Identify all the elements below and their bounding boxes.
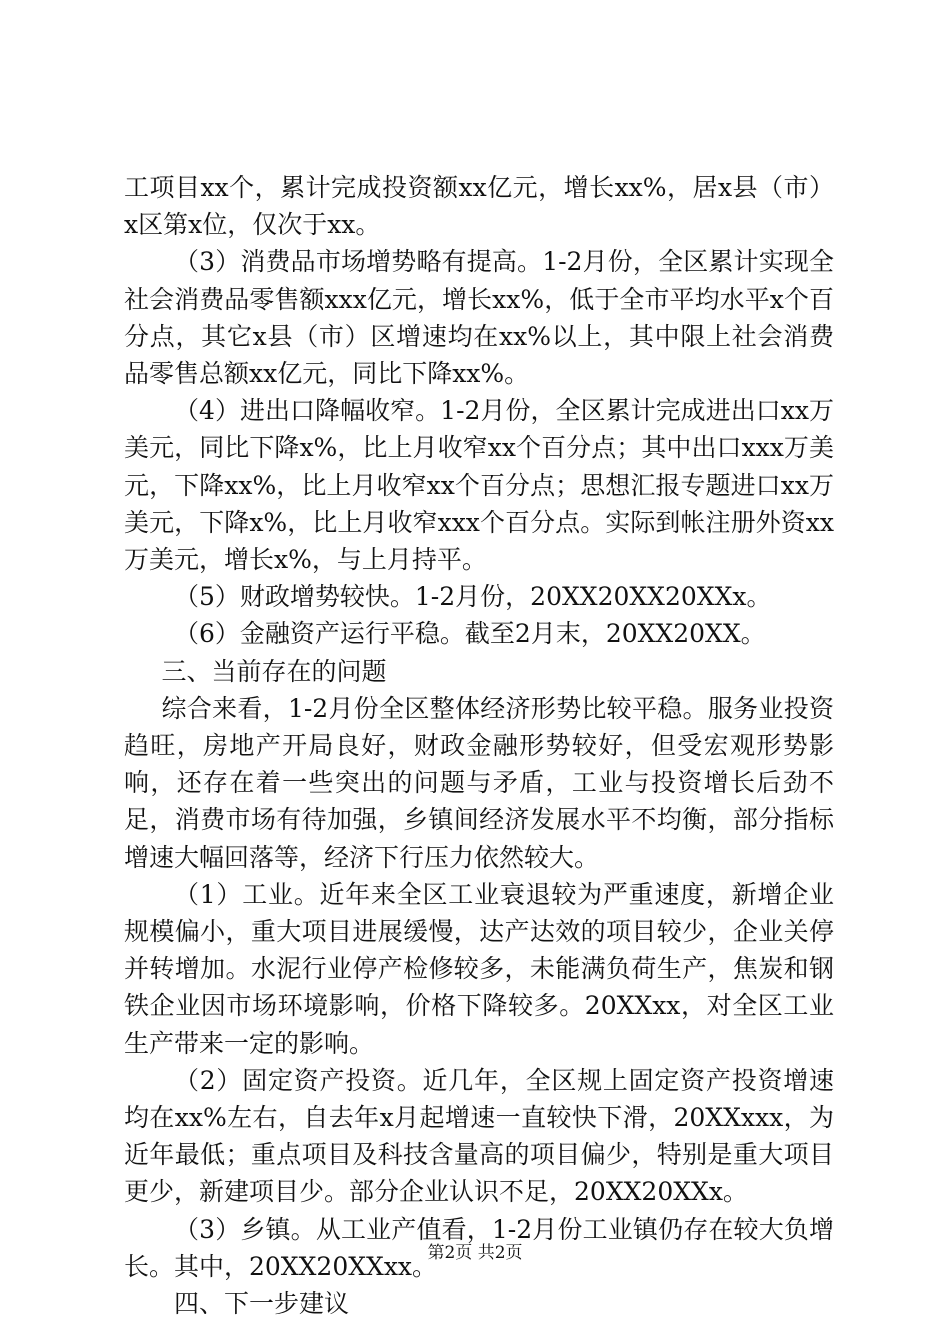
paragraph-industry: （1）工业。近年来全区工业衰退较为严重速度，新增企业规模偏小，重大项目进展缓慢，达产达效的项目较少，企业关停并转增加。水泥行业停产检修较多，未能满负荷生产，焦炭和钢铁企业因市场环境影响，价格下降较多。20XXxx，对全区工业生产带来一定的影响。 xyxy=(124,879,834,1058)
paragraph-finance: （5）财政增势较快。1-2月份，20XX20XX20XXx。 xyxy=(174,582,772,612)
paragraph-fixed-assets: （2）固定资产投资。近几年，全区规上固定资产投资增速均在xx%左右，自去年x月起增速一直较快下滑，20XXxxx，为近年最低；重点项目及科技含量高的项目偏少，特别是重大项目更少，新建项目少。部分企业认识不足，20XX20XXx。 xyxy=(124,1065,834,1207)
paragraph-investment-continued: 工项目xx个，累计完成投资额xx亿元，增长xx%，居x县（市）x区第x位，仅次于xx。 xyxy=(124,173,834,240)
paragraph-overview: 综合来看，1-2月份全区整体经济形势比较平稳。服务业投资趋旺，房地产开局良好，财政金融形势较好，但受宏观形势影响，还存在着一些突出的问题与矛盾，工业与投资增长后劲不足，消费市场有待加强，乡镇间经济发展水平不均衡，部分指标增速大幅回落等，经济下行压力依然较大。 xyxy=(124,693,834,872)
document-body xyxy=(124,169,834,1322)
paragraph-consumer-market: （3）消费品市场增势略有提高。1-2月份，全区累计实现全社会消费品零售额xxx亿元，增长xx%，低于全市平均水平x个百分点，其它x县（市）区增速均在xx%以上，其中限上社会消费品零售总额xx亿元，同比下降xx%。 xyxy=(124,247,834,389)
section-heading-problems: 三、当前存在的问题 xyxy=(161,656,387,686)
paragraph-import-export: （4）进出口降幅收窄。1-2月份，全区累计完成进出口xx万美元，同比下降x%，比上月收窄xx个百分点；其中出口xxx万美元，下降xx%，比上月收窄xx个百分点；思想汇报专题进口xx万美元，下降x%，比上月收窄xxx个百分点。实际到帐注册外资xx万美元，增长x%，与上月持平。 xyxy=(124,396,834,575)
paragraph-townships: （3）乡镇。从工业产值看，1-2月份工业镇仍存在较大负增长。其中，20XX20XXxx。 xyxy=(124,1214,834,1281)
page-footer: 第2页 共2页 xyxy=(427,1243,523,1263)
paragraph-financial-assets: （6）金融资产运行平稳。截至2月末，20XX20XX。 xyxy=(174,619,766,649)
section-heading-suggestions: 四、下一步建议 xyxy=(174,1289,350,1319)
